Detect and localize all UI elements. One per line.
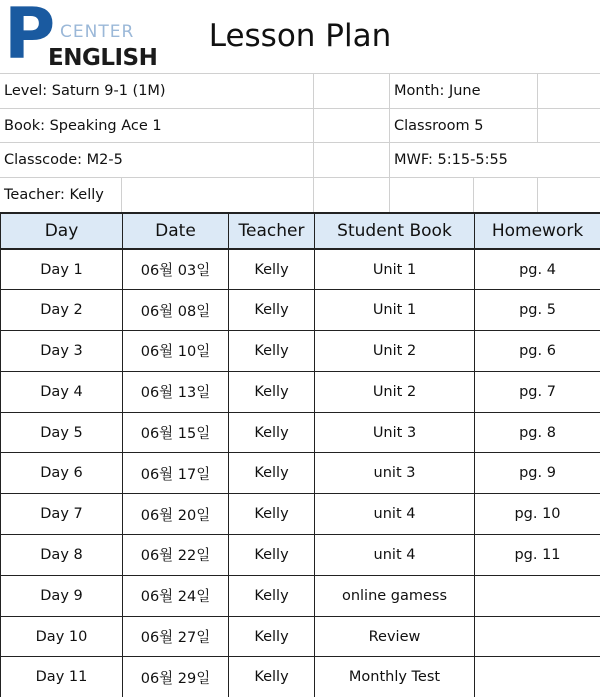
homework-cell: pg. 8: [475, 412, 600, 453]
date-cell: 06월 22일: [123, 535, 229, 576]
student-book-cell: unit 4: [315, 535, 475, 576]
teacher-name-cell: Kelly: [229, 575, 315, 616]
student-book-cell: unit 4: [315, 494, 475, 535]
column-header-student-book: Student Book: [315, 213, 475, 249]
empty-cell: [538, 178, 600, 213]
date-cell: 06월 15일: [123, 412, 229, 453]
teacher-name-cell: Kelly: [229, 453, 315, 494]
info-row: [0, 109, 600, 144]
homework-cell: pg. 9: [475, 453, 600, 494]
column-header-teacher: Teacher: [229, 213, 315, 249]
teacher-name-cell: Kelly: [229, 412, 315, 453]
homework-cell: pg. 10: [475, 494, 600, 535]
date-cell: 06월 10일: [123, 331, 229, 372]
empty-cell: [314, 109, 390, 143]
lesson-schedule-table: [0, 212, 600, 697]
teacher-name-cell: Kelly: [229, 249, 315, 290]
table-header-row: [1, 213, 600, 249]
day-cell: Day 2: [1, 290, 123, 331]
student-book-cell: Unit 1: [315, 290, 475, 331]
teacher-name-cell: Kelly: [229, 535, 315, 576]
date-cell: 06월 29일: [123, 657, 229, 697]
info-row: [0, 143, 600, 178]
level-cell: Level: Saturn 9-1 (1M): [0, 74, 314, 108]
day-cell: Day 5: [1, 412, 123, 453]
student-book-cell: Unit 1: [315, 249, 475, 290]
classcode-cell: Classcode: M2-5: [0, 143, 314, 177]
day-cell: Day 8: [1, 535, 123, 576]
table-row: [1, 290, 600, 331]
empty-cell: [390, 178, 474, 213]
student-book-cell: Unit 2: [315, 371, 475, 412]
homework-cell: [475, 616, 600, 657]
day-cell: Day 3: [1, 331, 123, 372]
teacher-name-cell: Kelly: [229, 290, 315, 331]
day-cell: Day 4: [1, 371, 123, 412]
teacher-name-cell: Kelly: [229, 494, 315, 535]
logo-top-word: CENTER: [60, 22, 135, 42]
homework-cell: pg. 11: [475, 535, 600, 576]
date-cell: 06월 17일: [123, 453, 229, 494]
date-cell: 06월 03일: [123, 249, 229, 290]
empty-cell: [314, 178, 390, 213]
student-book-cell: Unit 3: [315, 412, 475, 453]
day-cell: Day 11: [1, 657, 123, 697]
student-book-cell: online gamess: [315, 575, 475, 616]
date-cell: 06월 24일: [123, 575, 229, 616]
day-cell: Day 1: [1, 249, 123, 290]
table-row: [1, 575, 600, 616]
empty-cell: [122, 178, 314, 213]
column-header-day: Day: [1, 213, 123, 249]
empty-cell: [314, 143, 390, 177]
table-row: [1, 249, 600, 290]
table-row: [1, 616, 600, 657]
homework-cell: pg. 7: [475, 371, 600, 412]
empty-cell: [538, 109, 600, 143]
day-cell: Day 10: [1, 616, 123, 657]
table-row: [1, 331, 600, 372]
empty-cell: [314, 74, 390, 108]
date-cell: 06월 08일: [123, 290, 229, 331]
column-header-homework: Homework: [475, 213, 600, 249]
homework-cell: pg. 6: [475, 331, 600, 372]
table-row: [1, 535, 600, 576]
homework-cell: [475, 657, 600, 697]
center-english-logo: [4, 0, 158, 75]
teacher-name-cell: Kelly: [229, 616, 315, 657]
logo-bottom-word: ENGLISH: [48, 45, 158, 71]
logo-letter: P: [4, 0, 54, 75]
date-cell: 06월 27일: [123, 616, 229, 657]
table-row: [1, 453, 600, 494]
teacher-name-cell: Kelly: [229, 331, 315, 372]
table-row: [1, 494, 600, 535]
table-row: [1, 412, 600, 453]
schedule-cell: MWF: 5:15-5:55: [394, 152, 508, 168]
table-row: [1, 371, 600, 412]
info-row: [0, 178, 600, 213]
teacher-cell: Teacher: Kelly: [0, 178, 122, 213]
day-cell: Day 9: [1, 575, 123, 616]
homework-cell: [475, 575, 600, 616]
homework-cell: pg. 4: [475, 249, 600, 290]
page-title: Lesson Plan: [208, 18, 392, 54]
sheet-header: [0, 0, 600, 74]
empty-cell: [538, 74, 600, 108]
teacher-name-cell: Kelly: [229, 657, 315, 697]
class-info-grid: [0, 74, 600, 212]
classroom-cell: Classroom 5: [390, 109, 538, 143]
empty-cell: [474, 178, 538, 213]
info-row: [0, 74, 600, 109]
student-book-cell: Monthly Test: [315, 657, 475, 697]
date-cell: 06월 13일: [123, 371, 229, 412]
teacher-name-cell: Kelly: [229, 371, 315, 412]
book-cell: Book: Speaking Ace 1: [0, 109, 314, 143]
student-book-cell: Review: [315, 616, 475, 657]
column-header-date: Date: [123, 213, 229, 249]
date-cell: 06월 20일: [123, 494, 229, 535]
month-cell: Month: June: [390, 74, 538, 108]
day-cell: Day 7: [1, 494, 123, 535]
table-row: [1, 657, 600, 697]
homework-cell: pg. 5: [475, 290, 600, 331]
day-cell: Day 6: [1, 453, 123, 494]
student-book-cell: Unit 2: [315, 331, 475, 372]
student-book-cell: unit 3: [315, 453, 475, 494]
